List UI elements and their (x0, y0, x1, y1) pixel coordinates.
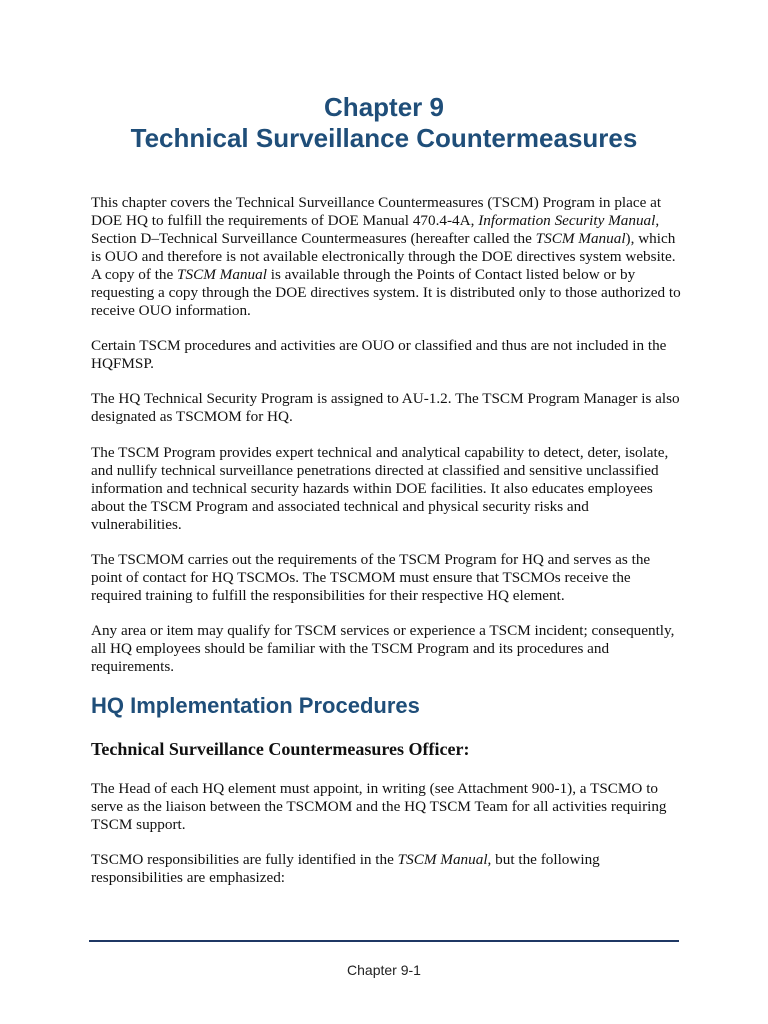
section-paragraph-2-text-b: , but the following responsibilities are emphasized: (91, 851, 600, 886)
chapter-number: Chapter 9 (324, 92, 444, 122)
tscm-manual-italic: TSCM Manual (535, 230, 626, 247)
tscm-manual-italic: TSCM Manual (177, 266, 267, 283)
section-paragraph-2-text-a: TSCMO responsibilities are fully identified in the (91, 851, 398, 868)
section-paragraph-2 (91, 851, 683, 887)
intro-paragraph-6: Any area or item may qualify for TSCM services or experience a TSCM incident; consequently, all HQ employees should be familiar with the TSCM Program and its procedures and requirements. (91, 622, 675, 675)
chapter-heading (0, 92, 768, 154)
page-number: Chapter 9-1 (347, 962, 421, 978)
section-subheading: Technical Surveillance Countermeasures Officer: (91, 739, 470, 759)
manual-title-italic: Information Security Manual (478, 212, 656, 229)
footer-divider (89, 940, 679, 942)
section-paragraph-1: The Head of each HQ element must appoint, in writing (see Attachment 900-1), a TSCMO to serve as the liaison between the TSCMOM and the HQ TSCM Team for all activities requiring TSCM support. (91, 780, 667, 833)
intro-paragraph-1 (91, 194, 683, 320)
intro-paragraph-4: The TSCM Program provides expert technical and analytical capability to detect, deter, isolate, and nullify technical surveillance penetrations directed at classified and sensitive unclassified information and technical security hazards within DOE facilities. It also educates employees about the TSCM Program and associated technical and physical security risks and vulnerabilities. (91, 444, 669, 533)
tscm-manual-italic: TSCM Manual (397, 851, 488, 868)
intro-paragraph-3: The HQ Technical Security Program is assigned to AU-1.2. The TSCM Program Manager is also designated as TSCMOM for HQ. (91, 390, 680, 425)
intro-paragraph-1-text-a: This chapter covers the Technical Surveillance Countermeasures (TSCM) Program in place at DOE HQ to fulfill the requirements of DOE Manual 470.4-4A, (91, 194, 662, 229)
intro-paragraph-5: The TSCMOM carries out the requirements of the TSCM Program for HQ and serves as the point of contact for HQ TSCMOs. The TSCMOM must ensure that TSCMOs receive the required training to fulfill the responsibilities for their respective HQ element. (91, 551, 651, 604)
intro-paragraph-1-text-d: is available through the Points of Contact listed below or by requesting a copy through the DOE directives system. It is distributed only to those authorized to receive OUO information. (91, 266, 681, 319)
intro-paragraph-1-text-b: , Section D–Technical Surveillance Countermeasures (hereafter called the (91, 212, 660, 247)
section-heading: HQ Implementation Procedures (91, 693, 420, 718)
intro-paragraph-2: Certain TSCM procedures and activities are OUO or classified and thus are not included in the HQFMSP. (91, 337, 667, 372)
chapter-title: Technical Surveillance Countermeasures (130, 123, 638, 153)
intro-paragraph-1-text-c: ), which is OUO and therefore is not available electronically through the DOE directives system website. A copy of the (91, 230, 676, 283)
